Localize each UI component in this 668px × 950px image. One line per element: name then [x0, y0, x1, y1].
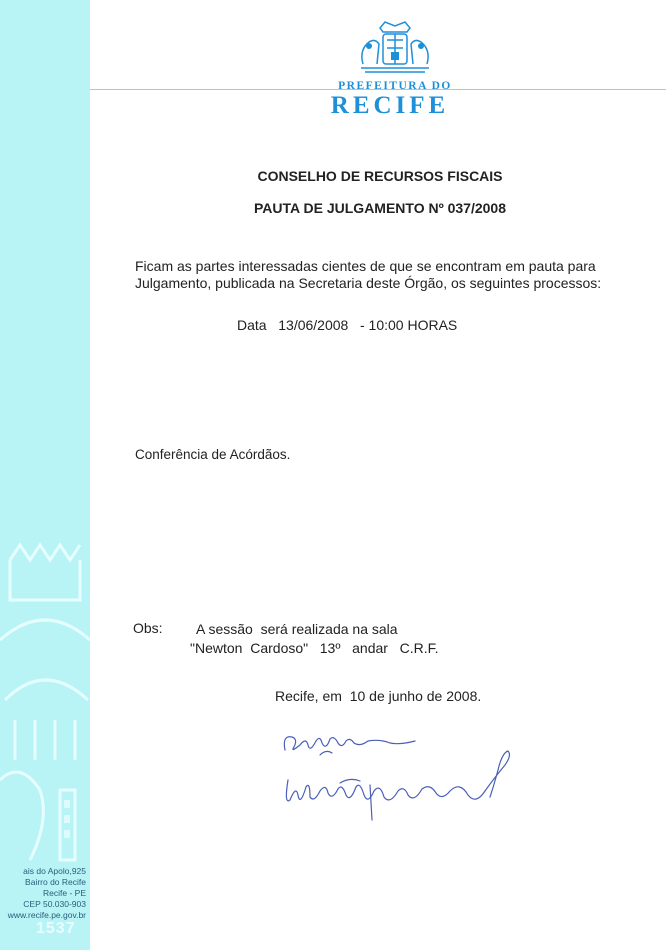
- prefeitura-label: PREFEITURA DO: [338, 80, 452, 92]
- handwritten-signatures: [280, 725, 520, 835]
- decorative-sidebar: [0, 0, 90, 950]
- session-date: Data 13/06/2008 - 10:00 HORAS: [237, 317, 458, 333]
- intro-line: Julgamento, publicada na Secretaria deste Órgão, os seguintes processos:: [135, 275, 602, 291]
- document-title: CONSELHO DE RECURSOS FISCAIS: [257, 168, 503, 184]
- intro-paragraph: [135, 258, 615, 292]
- intro-line: Ficam as partes interessadas cientes de que se encontram em pauta para: [135, 258, 596, 274]
- coat-of-arms-icon: [355, 20, 435, 78]
- website-line: www.recife.pe.gov.br: [7, 910, 86, 920]
- address-line: CEP 50.030-903: [23, 899, 86, 909]
- address-line: Bairro do Recife: [25, 877, 86, 887]
- obs-text-line: "Newton Cardoso" 13º andar C.R.F.: [190, 640, 439, 656]
- city-emblem-watermark: [0, 0, 90, 950]
- document-subtitle: PAUTA DE JULGAMENTO Nº 037/2008: [254, 200, 506, 216]
- address-line: Recife - PE: [43, 888, 86, 898]
- address-line: ais do Apolo,925: [23, 866, 86, 876]
- address-block: [0, 866, 90, 921]
- place-and-date: Recife, em 10 de junho de 2008.: [275, 688, 482, 704]
- agenda-item: Conferência de Acórdãos.: [135, 447, 291, 462]
- city-name: RECIFE: [330, 92, 450, 119]
- founding-year: 1537: [36, 920, 76, 937]
- obs-label: Obs:: [133, 620, 163, 636]
- obs-text-line: A sessão será realizada na sala: [196, 621, 398, 637]
